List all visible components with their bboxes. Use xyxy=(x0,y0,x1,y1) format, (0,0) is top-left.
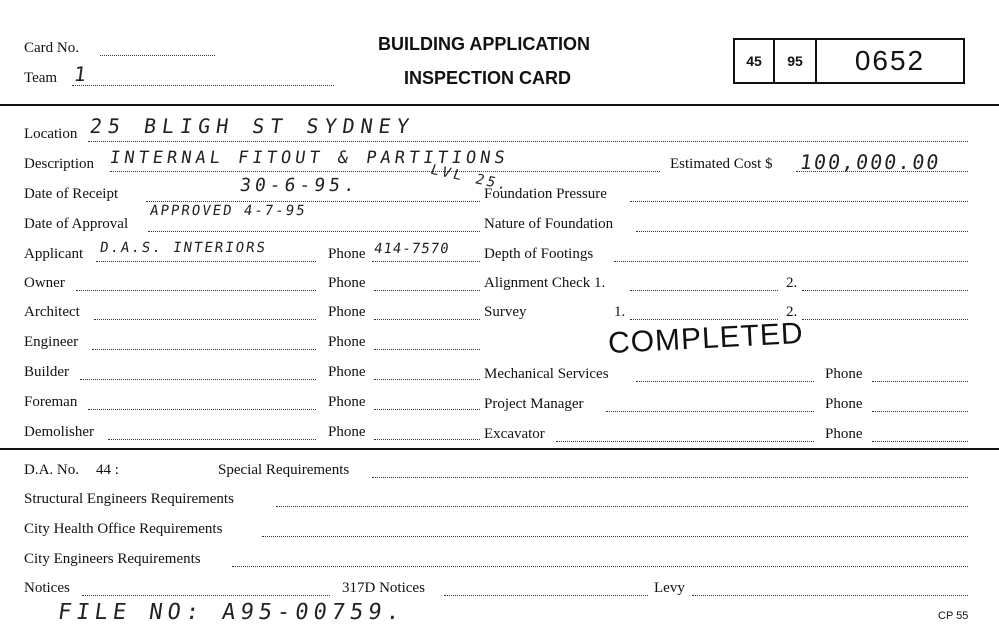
alignment-check-1-line[interactable] xyxy=(630,290,778,291)
mechanical-phone-label: Phone xyxy=(825,366,863,382)
project-manager-line[interactable] xyxy=(606,411,814,412)
team-value: 1 xyxy=(72,62,91,86)
alignment-check-2-line[interactable] xyxy=(802,290,968,291)
description-extra: LVL 25. xyxy=(428,162,512,194)
completed-stamp: COMPLETED xyxy=(607,316,805,361)
builder-phone-line[interactable] xyxy=(374,379,480,380)
mechanical-services-line[interactable] xyxy=(636,381,814,382)
card-number-box: 0652 xyxy=(815,38,965,84)
date-receipt-label: Date of Receipt xyxy=(24,186,119,202)
title-line2: INSPECTION CARD xyxy=(404,68,572,88)
engineer-phone-line[interactable] xyxy=(374,349,480,350)
project-manager-phone-line[interactable] xyxy=(872,411,968,412)
number-box-b: 95 xyxy=(773,38,817,84)
foreman-label: Foreman xyxy=(24,394,78,410)
demolisher-phone-line[interactable] xyxy=(374,439,480,440)
date-approval-value: APPROVED 4-7-95 xyxy=(148,203,308,219)
nature-foundation-line[interactable] xyxy=(636,231,968,232)
owner-phone-label: Phone xyxy=(328,275,366,291)
team-line[interactable] xyxy=(72,85,334,86)
special-requirements-label: Special Requirements xyxy=(218,462,350,478)
alignment-two-label: 2. xyxy=(786,275,798,291)
depth-footings-label: Depth of Footings xyxy=(484,246,594,262)
form-code: CP 55 xyxy=(938,610,969,622)
alignment-check-label: Alignment Check 1. xyxy=(484,275,606,291)
team-label: Team xyxy=(24,70,58,86)
levy-label: Levy xyxy=(654,580,685,596)
survey-label: Survey xyxy=(484,304,527,320)
architect-phone-line[interactable] xyxy=(374,319,480,320)
mechanical-phone-line[interactable] xyxy=(872,381,968,382)
da-no-value: 44 : xyxy=(96,462,119,478)
builder-phone-label: Phone xyxy=(328,364,366,380)
owner-label: Owner xyxy=(24,275,65,291)
levy-line[interactable] xyxy=(692,595,968,596)
nature-foundation-label: Nature of Foundation xyxy=(484,216,614,232)
location-line[interactable] xyxy=(88,141,968,142)
demolisher-label: Demolisher xyxy=(24,424,94,440)
excavator-phone-label: Phone xyxy=(825,426,863,442)
engineer-phone-label: Phone xyxy=(328,334,366,350)
depth-footings-line[interactable] xyxy=(614,261,968,262)
notices-317d-label: 317D Notices xyxy=(342,580,425,596)
foreman-line[interactable] xyxy=(88,409,316,410)
date-approval-label: Date of Approval xyxy=(24,216,129,232)
excavator-line[interactable] xyxy=(556,441,814,442)
da-no-label: D.A. No. xyxy=(24,462,79,478)
city-engineers-line[interactable] xyxy=(232,566,968,567)
demolisher-line[interactable] xyxy=(108,439,316,440)
notices-317d-line[interactable] xyxy=(444,595,648,596)
foundation-pressure-label: Foundation Pressure xyxy=(484,186,607,202)
builder-line[interactable] xyxy=(80,379,316,380)
project-manager-phone-label: Phone xyxy=(825,396,863,412)
date-receipt-line[interactable] xyxy=(146,201,480,202)
estimated-cost-label: Estimated Cost $ xyxy=(670,156,773,172)
notices-line[interactable] xyxy=(82,595,330,596)
card-no-line[interactable] xyxy=(100,55,215,56)
header-divider xyxy=(0,104,999,106)
section-divider xyxy=(0,448,999,450)
builder-label: Builder xyxy=(24,364,69,380)
foreman-phone-line[interactable] xyxy=(374,409,480,410)
description-label: Description xyxy=(24,156,94,172)
architect-line[interactable] xyxy=(94,319,316,320)
excavator-label: Excavator xyxy=(484,426,545,442)
applicant-label: Applicant xyxy=(24,246,84,262)
card-no-label: Card No. xyxy=(24,40,79,56)
description-line[interactable] xyxy=(110,171,660,172)
health-line[interactable] xyxy=(262,536,968,537)
survey-2-line[interactable] xyxy=(802,319,968,320)
location-label: Location xyxy=(24,126,78,142)
survey-one-label: 1. xyxy=(614,304,626,320)
health-label: City Health Office Requirements xyxy=(24,521,223,537)
special-requirements-line[interactable] xyxy=(372,477,968,478)
mechanical-services-label: Mechanical Services xyxy=(484,366,609,382)
date-receipt-value: 30-6-95. xyxy=(238,175,361,196)
number-box-a: 45 xyxy=(733,38,775,84)
applicant-line[interactable] xyxy=(96,261,316,262)
engineer-line[interactable] xyxy=(92,349,316,350)
demolisher-phone-label: Phone xyxy=(328,424,366,440)
foundation-pressure-line[interactable] xyxy=(630,201,968,202)
date-approval-line[interactable] xyxy=(148,231,480,232)
structural-label: Structural Engineers Requirements xyxy=(24,491,234,507)
foreman-phone-label: Phone xyxy=(328,394,366,410)
description-value: INTERNAL FITOUT & PARTITIONS xyxy=(108,148,510,168)
location-value: 25 BLIGH ST SYDNEY xyxy=(88,114,417,138)
architect-label: Architect xyxy=(24,304,80,320)
architect-phone-label: Phone xyxy=(328,304,366,320)
survey-two-label: 2. xyxy=(786,304,798,320)
city-engineers-label: City Engineers Requirements xyxy=(24,551,201,567)
file-no-value: FILE NO: A95-00759. xyxy=(56,600,407,625)
applicant-phone-label: Phone xyxy=(328,246,366,262)
applicant-phone-value: 414-7570 xyxy=(372,241,451,257)
structural-line[interactable] xyxy=(276,506,968,507)
excavator-phone-line[interactable] xyxy=(872,441,968,442)
engineer-label: Engineer xyxy=(24,334,79,350)
title-line1: BUILDING APPLICATION xyxy=(378,34,590,54)
owner-phone-line[interactable] xyxy=(374,290,480,291)
applicant-phone-line[interactable] xyxy=(372,261,480,262)
applicant-value: D.A.S. INTERIORS xyxy=(98,240,268,256)
project-manager-label: Project Manager xyxy=(484,396,584,412)
estimated-cost-value: 100,000.00 xyxy=(798,150,943,174)
owner-line[interactable] xyxy=(76,290,316,291)
notices-label: Notices xyxy=(24,580,70,596)
